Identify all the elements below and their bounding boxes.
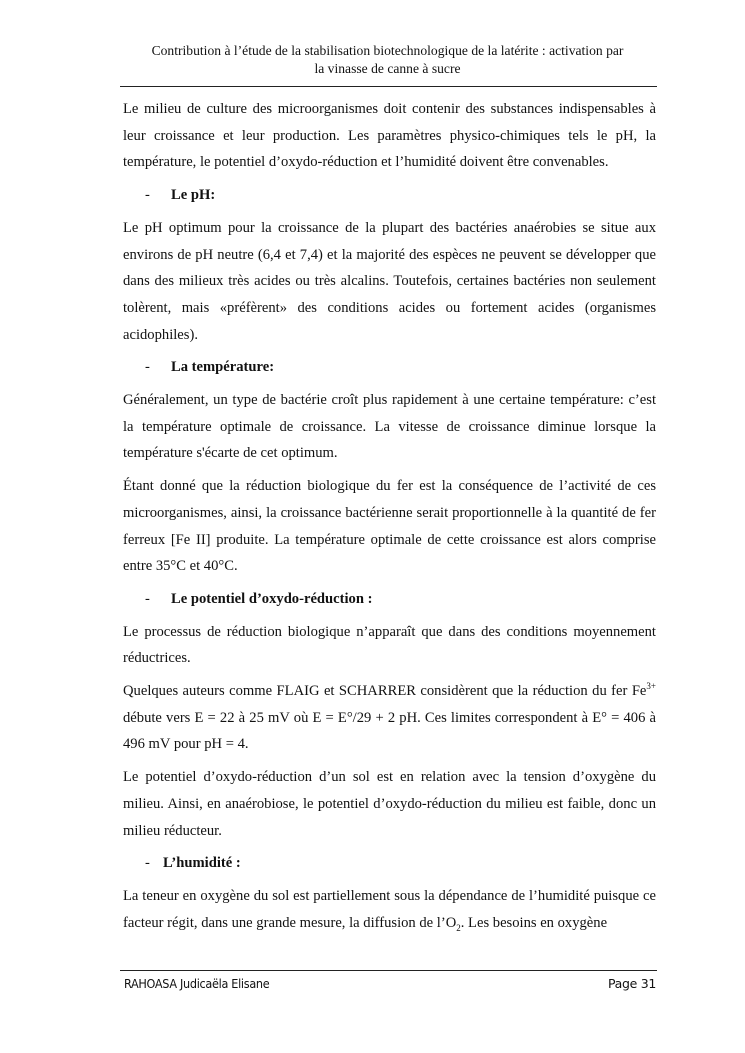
heading-redox-text: Le potentiel d’oxydo-réduction : — [171, 590, 373, 607]
heading-redox — [123, 586, 656, 613]
footer-author: RAHOASA Judicaëla Elisane — [124, 976, 270, 991]
bullet-dash: - — [145, 855, 150, 872]
footer-divider — [120, 970, 657, 971]
temperature-paragraph-1: Généralement, un type de bactérie croît plus rapidement à une certaine température: c’est la température optimale de croissance. La vitesse de croissance diminue lorsque la température s'écarte de cet optimum. — [123, 392, 656, 462]
humidity-paragraph: La teneur en oxygène du sol est partiellement sous la dépendance de l’humidité puisque ce facteur régit, dans une grande mesure, la diffusion de $l’O_2$. Les besoins en oxygène — [123, 887, 656, 933]
body-content — [123, 96, 656, 936]
redox-paragraph-2: Quelques auteurs comme FLAIG et SCHARRER considèrent que la réduction du fer $Fe^{3+}$ débute vers E = 22 à 25 mV où E = E°/29 + 2 pH. Ces limites correspondent à E° = 406 à 496 mV pour pH = 4. — [123, 681, 656, 753]
footer-page-number: Page 31 — [607, 976, 656, 991]
heading-humidity-text: L’humidité : — [163, 855, 241, 872]
ph-paragraph: Le pH optimum pour la croissance de la plupart des bactéries anaérobies se situe aux environs de pH neutre (6,4 et 7,4) et la majorité des espèces ne peuvent se développer que dans des milieux très acides ou très alcalins. Toutefois, certaines bactéries non seulement tolèrent, mais «préfèrent» des conditions acides ou fortement acides (organismes acidophiles). — [123, 219, 656, 343]
header-title-line-1: Contribution à l’étude de la stabilisation biotechnologique de la latérite : activation par — [151, 43, 624, 58]
heading-humidity — [123, 850, 656, 877]
superscript-charge: 3+ — [646, 681, 656, 692]
header-title-line-2: la vinasse de canne à sucre — [314, 61, 461, 76]
header-divider — [120, 86, 657, 87]
heading-temperature-text: La température: — [171, 359, 275, 376]
bullet-dash: - — [145, 590, 150, 607]
redox-paragraph-3: Le potentiel d’oxydo-réduction d’un sol est en relation avec la tension d’oxygène du milieu. Ainsi, en anaérobiose, le potentiel d’oxydo-réduction du milieu est faible, donc un milieu réducteur. — [123, 769, 656, 839]
heading-temperature — [123, 354, 656, 381]
subscript-two: 2 — [456, 922, 461, 933]
temperature-paragraph-2: Étant donné que la réduction biologique du fer est la conséquence de l’activité de ces microorganismes, ainsi, la croissance bactérienne serait proportionnelle à la quantité de fer ferreux [Fe II] produite. La température optimale de cette croissance est alors comprise entre 35°C et 40°C. — [123, 478, 656, 575]
heading-ph-text: Le pH: — [171, 187, 216, 204]
running-header — [118, 42, 657, 78]
redox-paragraph-1: Le processus de réduction biologique n’apparaît que dans des conditions moyennement réductrices. — [123, 623, 656, 667]
bullet-dash: - — [145, 187, 150, 204]
bullet-dash: - — [145, 359, 150, 376]
heading-ph — [123, 182, 656, 209]
intro-paragraph: Le milieu de culture des microorganismes doit contenir des substances indispensables à leur croissance et leur production. Les paramètres physico-chimiques tels le pH, la température, le potentiel d’oxydo-réduction et l’humidité doivent être convenables. — [123, 101, 656, 171]
